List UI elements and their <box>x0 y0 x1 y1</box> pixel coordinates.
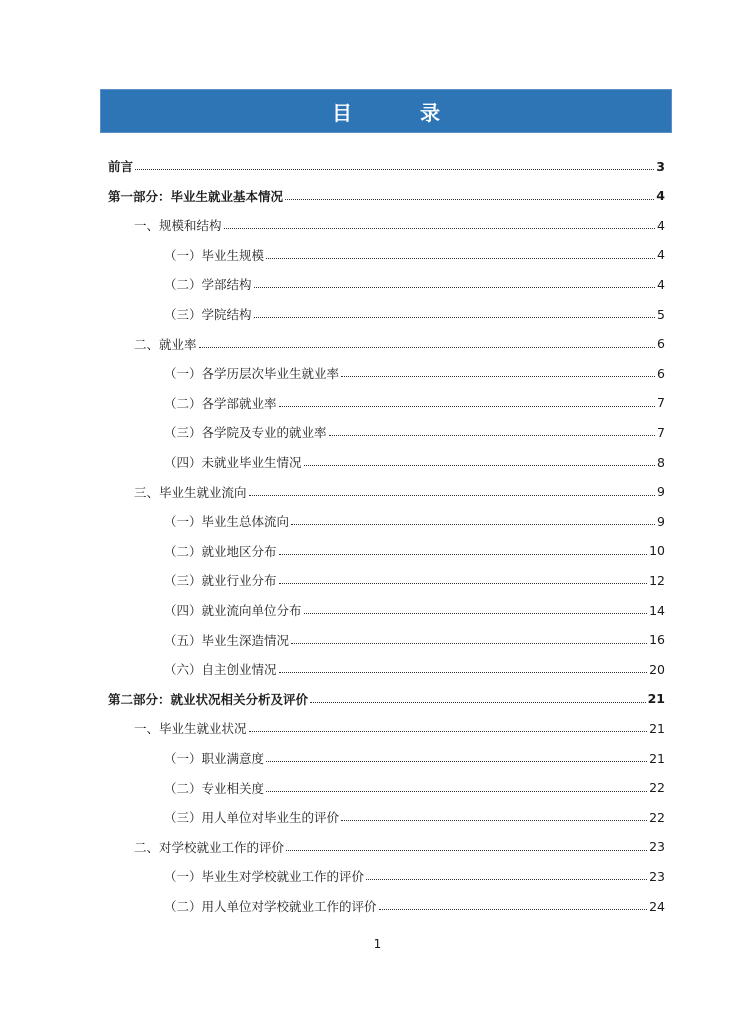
toc-dot-leader <box>279 582 648 584</box>
toc-entry-label: （一）毕业生规模 <box>164 247 265 263</box>
toc-entry[interactable] <box>0 541 755 561</box>
toc-entry-page: 20 <box>649 661 665 677</box>
toc-entry[interactable] <box>0 304 755 324</box>
toc-entry-page: 4 <box>656 188 665 204</box>
toc-entry-label: （四）未就业毕业生情况 <box>164 455 302 470</box>
toc-entry[interactable] <box>0 570 755 590</box>
toc-entry-label: （二）各学部就业率 <box>164 395 277 411</box>
toc-entry[interactable] <box>0 600 755 620</box>
toc-entry-label: （一）毕业生对学校就业工作的评价 <box>164 869 365 885</box>
toc-entry-page: 16 <box>649 632 665 648</box>
toc-title: 目 录 <box>332 100 464 125</box>
toc-entry[interactable] <box>0 215 755 235</box>
toc-entry[interactable] <box>0 482 755 502</box>
toc-dot-leader <box>304 612 648 614</box>
toc-entry-label: 二、就业率 <box>134 336 197 352</box>
toc-entry-page: 21 <box>647 691 665 707</box>
toc-entry[interactable] <box>0 393 755 413</box>
toc-dot-leader <box>266 790 647 792</box>
toc-entry-label: 二、对学校就业工作的评价 <box>134 839 285 855</box>
toc-entry-page: 10 <box>649 543 665 559</box>
toc-entry-label: （一）毕业生总体流向 <box>164 514 290 530</box>
toc-entry-page: 23 <box>649 839 665 855</box>
toc-entry-page: 22 <box>649 809 665 825</box>
toc-entry-page: 14 <box>649 602 665 618</box>
toc-dot-leader <box>341 819 647 821</box>
toc-dot-leader <box>249 730 648 732</box>
toc-dot-leader <box>279 405 656 407</box>
toc-dot-leader <box>379 908 648 910</box>
toc-entry-page: 3 <box>656 158 665 174</box>
toc-entry-page: 6 <box>657 365 665 381</box>
toc-entry[interactable] <box>0 689 755 709</box>
toc-entry-label: （三）就业行业分布 <box>164 573 277 589</box>
toc-entry-label: （五）毕业生深造情况 <box>164 632 290 648</box>
toc-entry-label: （二）专业相关度 <box>164 780 265 796</box>
toc-entry-page: 9 <box>657 484 665 500</box>
page-number: 1 <box>373 937 382 951</box>
toc-entry[interactable] <box>0 807 755 827</box>
toc-entry-page: 7 <box>657 424 665 440</box>
toc-entry-page: 4 <box>657 247 665 263</box>
toc-dot-leader <box>286 849 647 851</box>
toc-dot-leader <box>304 464 656 466</box>
toc-entry-label: 第二部分：就业状况相关分析及评价 <box>108 691 309 707</box>
toc-entry-label: （三）用人单位对毕业生的评价 <box>164 810 340 826</box>
toc-entry[interactable] <box>0 630 755 650</box>
toc-entry-page: 9 <box>657 513 665 529</box>
toc-entry-label: （四）就业流向单位分布 <box>164 603 302 618</box>
toc-dot-leader <box>341 375 655 377</box>
toc-entry[interactable] <box>0 511 755 531</box>
toc-entry-page: 22 <box>649 780 665 796</box>
toc-entry-label: （一）职业满意度 <box>164 751 265 766</box>
toc-entry[interactable] <box>0 718 755 738</box>
toc-dot-leader <box>135 168 654 170</box>
toc-entry[interactable] <box>0 422 755 442</box>
toc-entry[interactable] <box>0 363 755 383</box>
toc-entry-label: （二）学部结构 <box>164 277 252 293</box>
toc-entry[interactable] <box>0 837 755 857</box>
toc-dot-leader <box>310 701 646 703</box>
toc-entry-label: （二）就业地区分布 <box>164 543 277 559</box>
toc-dot-leader <box>266 760 647 762</box>
toc-entry-label: 三、毕业生就业流向 <box>134 484 247 500</box>
toc-dot-leader <box>291 642 647 644</box>
toc-entry-label: （一）各学历层次毕业生就业率 <box>164 366 340 382</box>
toc-entry-page: 8 <box>657 454 665 470</box>
toc-entry-page: 5 <box>657 306 665 322</box>
toc-entry-label: （三）学院结构 <box>164 307 252 322</box>
toc-entry-label: （六）自主创业情况 <box>164 662 277 678</box>
toc-entry[interactable] <box>0 659 755 679</box>
toc-dot-leader <box>329 434 656 436</box>
toc-entry[interactable] <box>0 778 755 798</box>
toc-entry-label: 一、规模和结构 <box>134 218 222 234</box>
toc-entry-label: 前言 <box>108 159 134 174</box>
toc-dot-leader <box>249 494 656 496</box>
toc-entry[interactable] <box>0 452 755 472</box>
toc-entry[interactable] <box>0 274 755 294</box>
toc-entry-page: 6 <box>657 336 665 352</box>
toc-entry-label: （三）各学院及专业的就业率 <box>164 425 327 441</box>
toc-dot-leader <box>254 286 656 288</box>
toc-entry-label: 一、毕业生就业状况 <box>134 721 247 737</box>
toc-entry-label: 第一部分：毕业生就业基本情况 <box>108 188 284 204</box>
toc-dot-leader <box>366 878 647 880</box>
toc-entry[interactable] <box>0 866 755 886</box>
toc-entry-page: 24 <box>649 898 665 914</box>
toc-entry-page: 12 <box>649 572 665 588</box>
toc-entry-page: 4 <box>657 217 665 233</box>
toc-entry-page: 21 <box>649 750 665 766</box>
toc-title-banner <box>100 89 672 133</box>
toc-entry-page: 23 <box>649 868 665 884</box>
toc-entry[interactable] <box>0 896 755 916</box>
toc-dot-leader <box>291 523 655 525</box>
toc-entry-page: 21 <box>649 720 665 736</box>
toc-dot-leader <box>199 346 656 348</box>
toc-dot-leader <box>279 553 648 555</box>
toc-entry[interactable] <box>0 186 755 206</box>
toc-entry-label: （二）用人单位对学校就业工作的评价 <box>164 899 377 914</box>
toc-entry[interactable] <box>0 334 755 354</box>
toc-dot-leader <box>285 198 654 200</box>
toc-entry[interactable] <box>0 748 755 768</box>
toc-dot-leader <box>266 257 655 259</box>
toc-dot-leader <box>254 316 656 318</box>
toc-entry[interactable] <box>0 156 755 176</box>
toc-dot-leader <box>224 227 656 229</box>
toc-dot-leader <box>279 671 648 673</box>
toc-entry[interactable] <box>0 245 755 265</box>
toc-entry-page: 4 <box>657 276 665 292</box>
toc-entry-page: 7 <box>657 395 665 411</box>
